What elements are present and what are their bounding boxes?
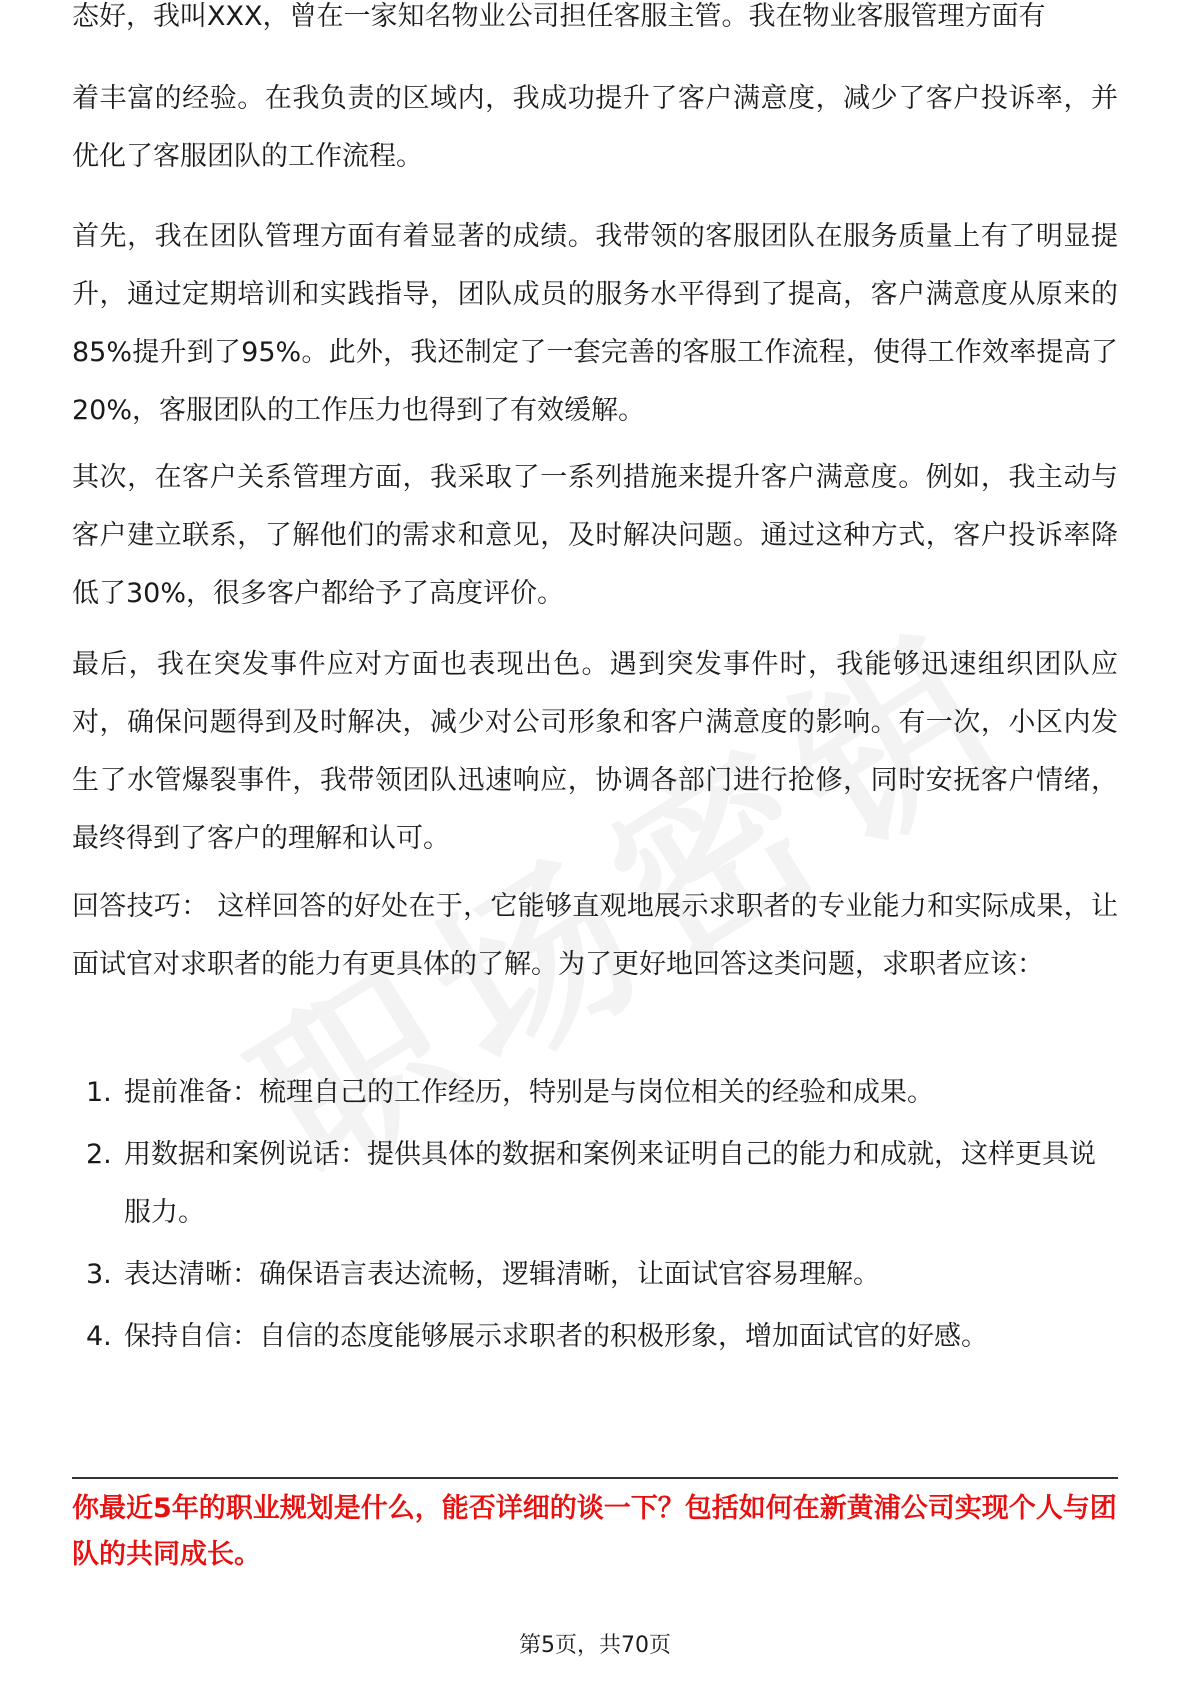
page-number: 第5页，共70页 [519, 1633, 671, 1658]
list-item [72, 1064, 1118, 1122]
paragraph-answer-tips: 回答技巧： 这样回答的好处在于，它能够直观地展示求职者的专业能力和实际成果，让面试官对求职者的能力有更具体的了解。为了更好地回答这类问题，求职者应该： [72, 891, 1118, 980]
next-question-heading: 你最近5年的职业规划是什么，能否详细的谈一下？包括如何在新黄浦公司实现个人与团队的共同成长。 [72, 1493, 1117, 1570]
paragraph-emergency-response: 最后，我在突发事件应对方面也表现出色。遇到突发事件时，我能够迅速组织团队应对，确保问题得到及时解决，减少对公司形象和客户满意度的影响。有一次，小区内发生了水管爆裂事件，我带领团队迅速响应，协调各部门进行抢修，同时安抚客户情绪，最终得到了客户的理解和认可。 [72, 649, 1118, 854]
list-item [72, 1246, 1118, 1304]
list-item-text: 提前准备：梳理自己的工作经历，特别是与岗位相关的经验和成果。 [124, 1077, 934, 1108]
list-item-text: 保持自信：自信的态度能够展示求职者的积极形象，增加面试官的好感。 [124, 1321, 988, 1352]
tips-list [72, 1064, 1118, 1366]
paragraph-intro: 着丰富的经验。在我负责的区域内，我成功提升了客户满意度，减少了客户投诉率，并优化了客服团队的工作流程。 [72, 83, 1118, 172]
list-item-text: 用数据和案例说话：提供具体的数据和案例来证明自己的能力和成就，这样更具说服力。 [124, 1139, 1096, 1228]
section-divider [72, 1477, 1118, 1479]
list-item [72, 1308, 1118, 1366]
paragraph-customer-relations: 其次，在客户关系管理方面，我采取了一系列措施来提升客户满意度。例如，我主动与客户建立联系，了解他们的需求和意见，及时解决问题。通过这种方式，客户投诉率降低了30%，很多客户都给予了高度评价。 [72, 462, 1118, 609]
list-number: 3. [86, 1259, 112, 1290]
clipped-top-line: 态好，我叫XXX，曾在一家知名物业公司担任客服主管。我在物业客服管理方面有 [72, 1, 1046, 32]
list-number: 1. [86, 1077, 112, 1108]
paragraph-team-management: 首先，我在团队管理方面有着显著的成绩。我带领的客服团队在服务质量上有了明显提升，通过定期培训和实践指导，团队成员的服务水平得到了提高，客户满意度从原来的85%提升到了95%。此外，我还制定了一套完善的客服工作流程，使得工作效率提高了20%，客服团队的工作压力也得到了有效缓解。 [72, 221, 1118, 426]
list-number: 2. [86, 1139, 112, 1170]
list-item [72, 1126, 1118, 1242]
list-number: 4. [86, 1321, 112, 1352]
list-item-text: 表达清晰：确保语言表达流畅，逻辑清晰，让面试官容易理解。 [124, 1259, 880, 1290]
